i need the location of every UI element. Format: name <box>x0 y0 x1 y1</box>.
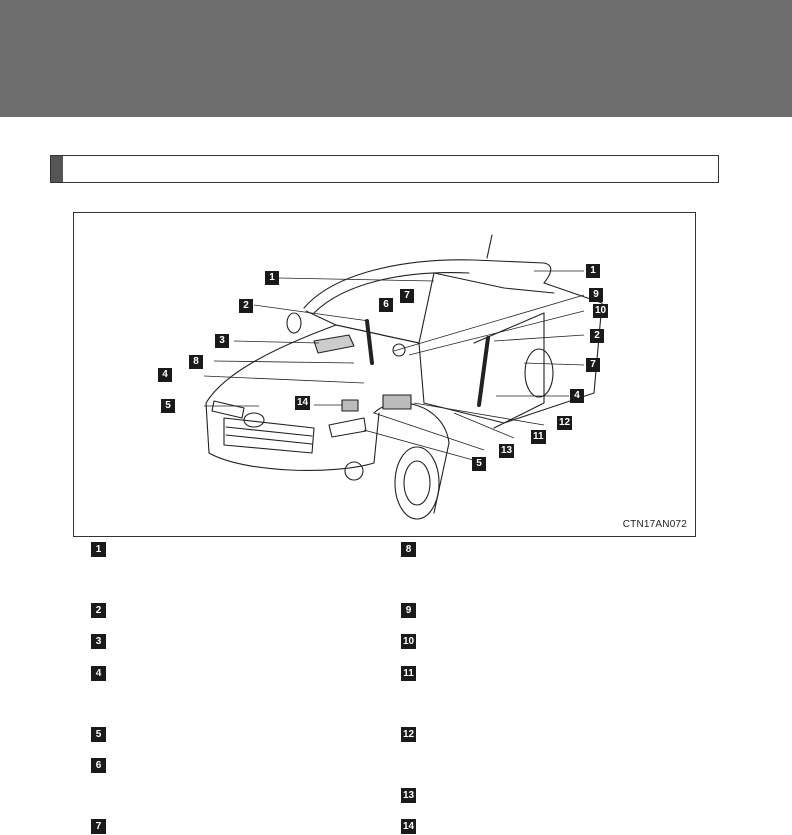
callout-8: 8 <box>189 355 203 369</box>
door-frame <box>434 273 554 293</box>
callout-6: 6 <box>379 298 393 312</box>
callout-1-left: 1 <box>265 271 279 285</box>
fog-lamp <box>345 462 363 480</box>
callout-5-left: 5 <box>161 399 175 413</box>
vehicle-figure <box>73 212 696 537</box>
rear-wheel <box>525 349 553 397</box>
callout-12: 12 <box>559 417 571 428</box>
legend-badge-8: 8 <box>401 542 416 557</box>
leader-line <box>494 335 584 341</box>
legend-badge-3: 3 <box>91 634 106 649</box>
emblem <box>244 413 264 427</box>
legend-badge-6: 6 <box>91 758 106 773</box>
front-bumper <box>206 403 379 470</box>
leader-line <box>254 305 369 321</box>
section-heading-tab <box>51 156 63 182</box>
callout-1-right: 1 <box>586 264 600 278</box>
dash-circle <box>393 344 405 356</box>
leader-line <box>409 311 584 355</box>
callout-14: 14 <box>297 397 309 408</box>
callout-11: 11 <box>533 431 544 442</box>
callout-2-right: 2 <box>590 329 604 343</box>
leader-line <box>524 363 584 365</box>
callout-4-left: 4 <box>158 368 172 382</box>
figure-code: CTN17AN072 <box>622 519 687 530</box>
callout-2-left: 2 <box>239 299 253 313</box>
header-banner <box>0 0 792 117</box>
right-headlight <box>329 418 366 437</box>
callout-9: 9 <box>589 288 603 302</box>
pillar-bar-left <box>367 321 372 363</box>
legend-badge-11: 11 <box>401 666 416 681</box>
legend-badge-9: 9 <box>401 603 416 618</box>
leader-line <box>279 278 434 281</box>
front-wheel <box>395 447 439 519</box>
legend-badge-2: 2 <box>91 603 106 618</box>
antenna-line <box>487 235 492 258</box>
grille-line <box>226 427 312 436</box>
callout-7-right: 7 <box>586 358 600 372</box>
left-headlight <box>212 401 244 418</box>
section-heading-bar <box>50 155 719 183</box>
leader-line <box>234 341 319 343</box>
callout-13: 13 <box>501 445 513 456</box>
legend-badge-13: 13 <box>403 790 415 801</box>
pillar-bar-right <box>479 338 488 405</box>
legend-badge-7: 7 <box>91 819 106 834</box>
grille-outline <box>224 418 314 453</box>
hood-outline <box>206 325 424 403</box>
legend-badge-12: 12 <box>403 729 415 740</box>
grille-line <box>226 435 312 444</box>
leader-line <box>364 430 484 463</box>
callout-3: 3 <box>215 334 229 348</box>
seat-pad <box>383 395 411 409</box>
seat-pad <box>342 400 358 411</box>
callout-7-top: 7 <box>400 289 414 303</box>
legend-badge-1: 1 <box>91 542 106 557</box>
front-rim <box>404 461 430 505</box>
legend-badge-10: 10 <box>403 636 415 647</box>
cushion-shape <box>314 335 354 353</box>
callout-4-right: 4 <box>570 389 584 403</box>
callout-5-right: 5 <box>472 457 486 471</box>
side-mirror <box>287 313 301 333</box>
roof-outline <box>304 260 551 308</box>
leader-line <box>454 413 514 438</box>
legend-badge-14: 14 <box>403 821 415 832</box>
leader-line <box>214 361 354 363</box>
legend-badge-5: 5 <box>91 727 106 742</box>
callout-10: 10 <box>595 305 607 316</box>
legend-badge-4: 4 <box>91 666 106 681</box>
